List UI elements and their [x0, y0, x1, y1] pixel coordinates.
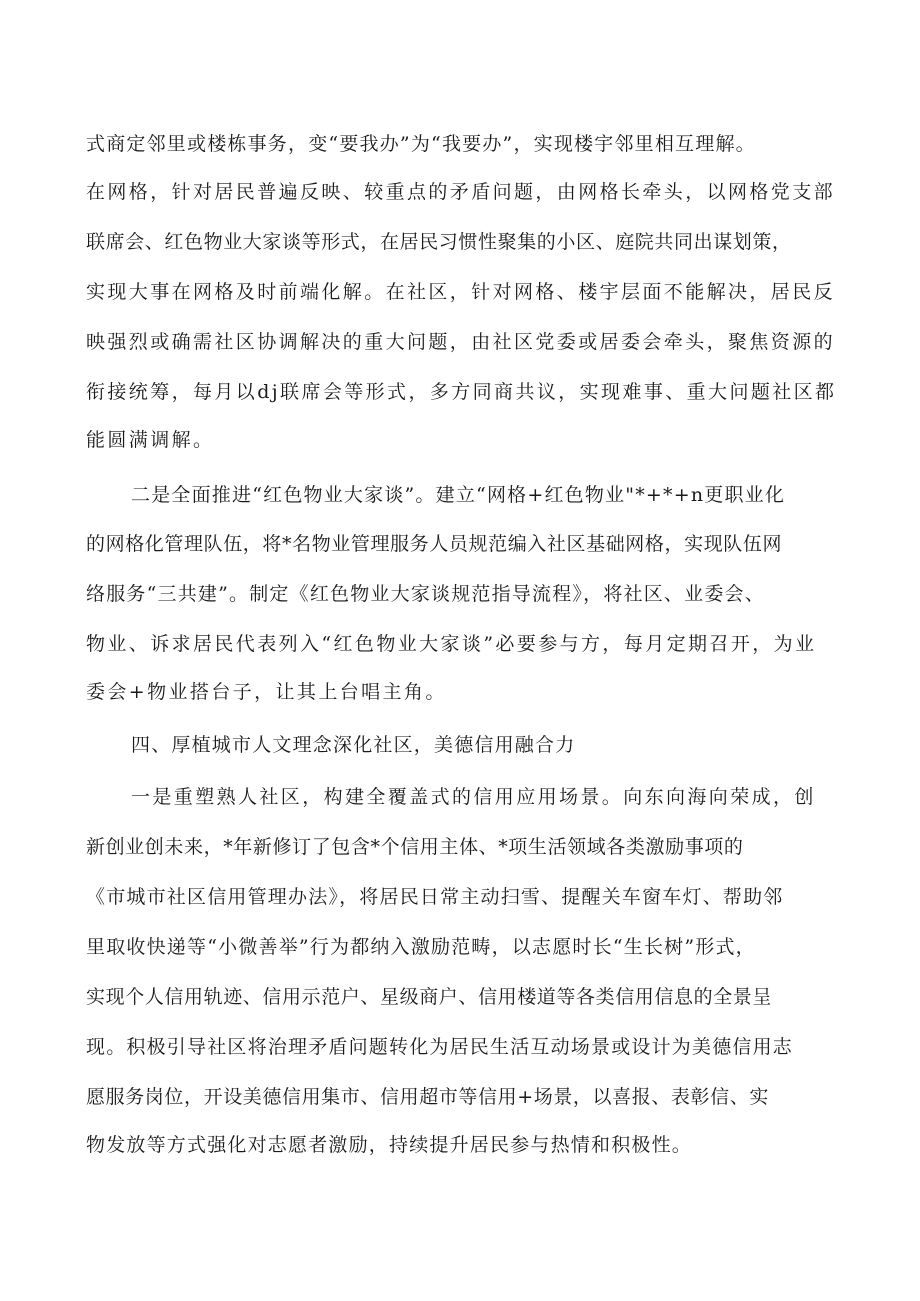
- paragraph-3-line-7: 愿服务岗位，开设美德信用集市、信用超市等信用+场景，以喜报、表彰信、实: [86, 1086, 769, 1108]
- paragraph-1-line-6: 衔接统筹，每月以dj联席会等形式，多方同商共议，实现难事、重大问题社区都: [86, 381, 837, 403]
- paragraph-3-line-2: 新创业创未来，*年新修订了包含*个信用主体、*项生活领域各类激励事项的: [86, 836, 744, 858]
- paragraph-1-line-3: 联席会、红色物业大家谈等形式，在居民习惯性聚集的小区、庭院共同出谋划策，: [86, 231, 792, 253]
- paragraph-3-line-4: 里取收快递等“小微善举”行为都纳入激励范畴，以志愿时长“生长树”形式，: [86, 936, 756, 958]
- paragraph-2-line-1: 二是全面推进“红色物业大家谈”。建立“网格+红色物业"*+*+n更职业化: [131, 484, 786, 506]
- paragraph-2-line-5: 委会+物业搭台子，让其上台唱主角。: [86, 681, 447, 703]
- paragraph-1-line-5: 映强烈或确需社区协调解决的重大问题，由社区党委或居委会牵头，聚焦资源的: [86, 331, 836, 353]
- paragraph-1-line-4: 实现大事在网格及时前端化解。在社区，针对网格、楼宇层面不能解决，居民反: [86, 281, 836, 303]
- paragraph-3-line-3: 《市城市社区信用管理办法》，将居民日常主动扫雪、提醒关车窗车灯、帮助邻: [86, 886, 784, 908]
- paragraph-1-line-1: 式商定邻里或楼栋事务，变“要我办”为“我要办”，实现楼宇邻里相互理解。: [86, 133, 756, 155]
- section-heading-4: 四、厚植城市人文理念深化社区，美德信用融合力: [131, 734, 576, 756]
- paragraph-3-line-8: 物发放等方式强化对志愿者激励，持续提升居民参与热情和积极性。: [86, 1134, 693, 1156]
- paragraph-3-line-6: 现。积极引导社区将治理矛盾问题转化为居民生活互动场景或设计为美德信用志: [86, 1036, 794, 1058]
- paragraph-2-line-2: 的网格化管理队伍，将*名物业管理服务人员规范编入社区基础网格，实现队伍网: [86, 533, 783, 555]
- paragraph-1-line-7: 能圆满调解。: [86, 429, 215, 451]
- paragraph-1-line-2: 在网格，针对居民普遍反映、较重点的矛盾问题，由网格长牵头，以网格党支部: [86, 181, 836, 203]
- paragraph-2-line-4: 物业、诉求居民代表列入“红色物业大家谈”必要参与方，每月定期召开，为业: [86, 633, 817, 655]
- paragraph-2-line-3: 络服务“三共建”。制定《红色物业大家谈规范指导流程》，将社区、业委会、: [86, 583, 765, 605]
- paragraph-3-line-5: 实现个人信用轨迹、信用示范户、星级商户、信用楼道等各类信用信息的全景呈: [86, 986, 773, 1008]
- paragraph-3-line-1: 一是重塑熟人社区，构建全覆盖式的信用应用场景。向东向海向荣成，创: [131, 786, 816, 808]
